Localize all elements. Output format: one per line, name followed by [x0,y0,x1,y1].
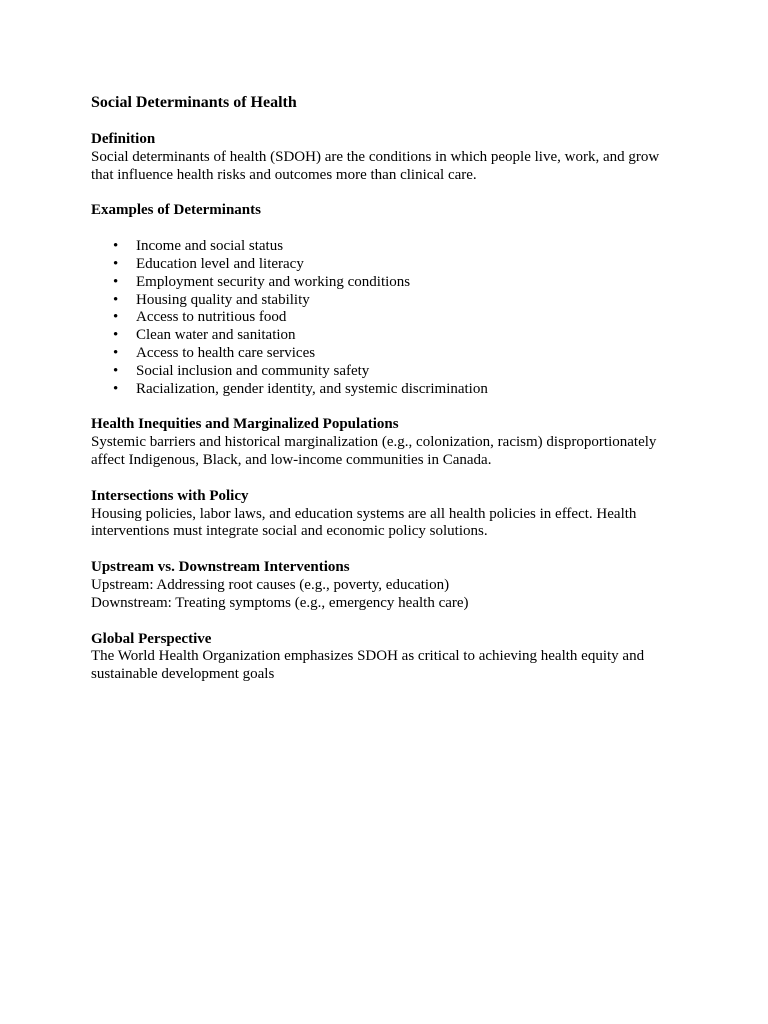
upstream-text: Upstream: Addressing root causes (e.g., poverty, education) [91,576,450,593]
examples-heading: Examples of Determinants [91,202,261,219]
policy-section [91,488,681,541]
interventions-section [91,559,681,612]
list-item-text: Racialization, gender identity, and systemic discrimination [136,380,488,397]
global-heading: Global Perspective [91,630,212,647]
definition-text: Social determinants of health (SDOH) are the conditions in which people live, work, and grow that influence health risks and outcomes more than clinical care. [91,148,660,183]
bullet-icon: • [113,380,119,397]
list-item-text: Employment security and working conditions [136,273,411,290]
list-item-text: Income and social status [136,238,284,255]
bullet-icon: • [113,238,119,255]
list-item-text: Clean water and sanitation [136,327,296,344]
list-item-text: Access to nutritious food [136,309,287,326]
downstream-text: Downstream: Treating symptoms (e.g., emergency health care) [91,594,469,611]
bullet-icon: • [113,327,119,344]
list-item [91,381,681,399]
list-item [91,327,681,345]
list-item [91,274,681,292]
global-section [91,631,681,684]
definition-heading: Definition [91,131,156,147]
bullet-icon: • [113,362,119,379]
inequities-section [91,416,681,469]
policy-heading: Intersections with Policy [91,487,249,504]
list-item-text: Housing quality and stability [136,291,310,308]
list-item [91,238,681,256]
list-item [91,363,681,381]
global-text: The World Health Organization emphasizes SDOH as critical to achieving health equity and sustainable development goals [91,648,645,683]
bullet-icon: • [113,291,119,308]
list-item-text: Access to health care services [136,344,316,361]
examples-list [91,238,681,398]
definition-section [91,131,681,184]
list-item [91,345,681,363]
list-item-text: Education level and literacy [136,255,304,272]
bullet-icon: • [113,309,119,326]
document-title: Social Determinants of Health [91,94,297,111]
bullet-icon: • [113,255,119,272]
interventions-heading: Upstream vs. Downstream Interventions [91,559,350,576]
inequities-text: Systemic barriers and historical marginalization (e.g., colonization, racism) disproportionately affect Indigenous, Black, and low-income communities in Canada. [91,434,657,468]
list-item [91,256,681,274]
list-item-text: Social inclusion and community safety [136,362,370,379]
list-item [91,309,681,327]
inequities-heading: Health Inequities and Marginalized Populations [91,416,399,433]
document-body [91,93,681,702]
bullet-icon: • [113,344,119,361]
policy-text: Housing policies, labor laws, and education systems are all health policies in effect. Health interventions must integrate social and economic policy solutions. [91,505,637,540]
examples-section [91,202,681,398]
bullet-icon: • [113,273,119,290]
list-item [91,292,681,310]
